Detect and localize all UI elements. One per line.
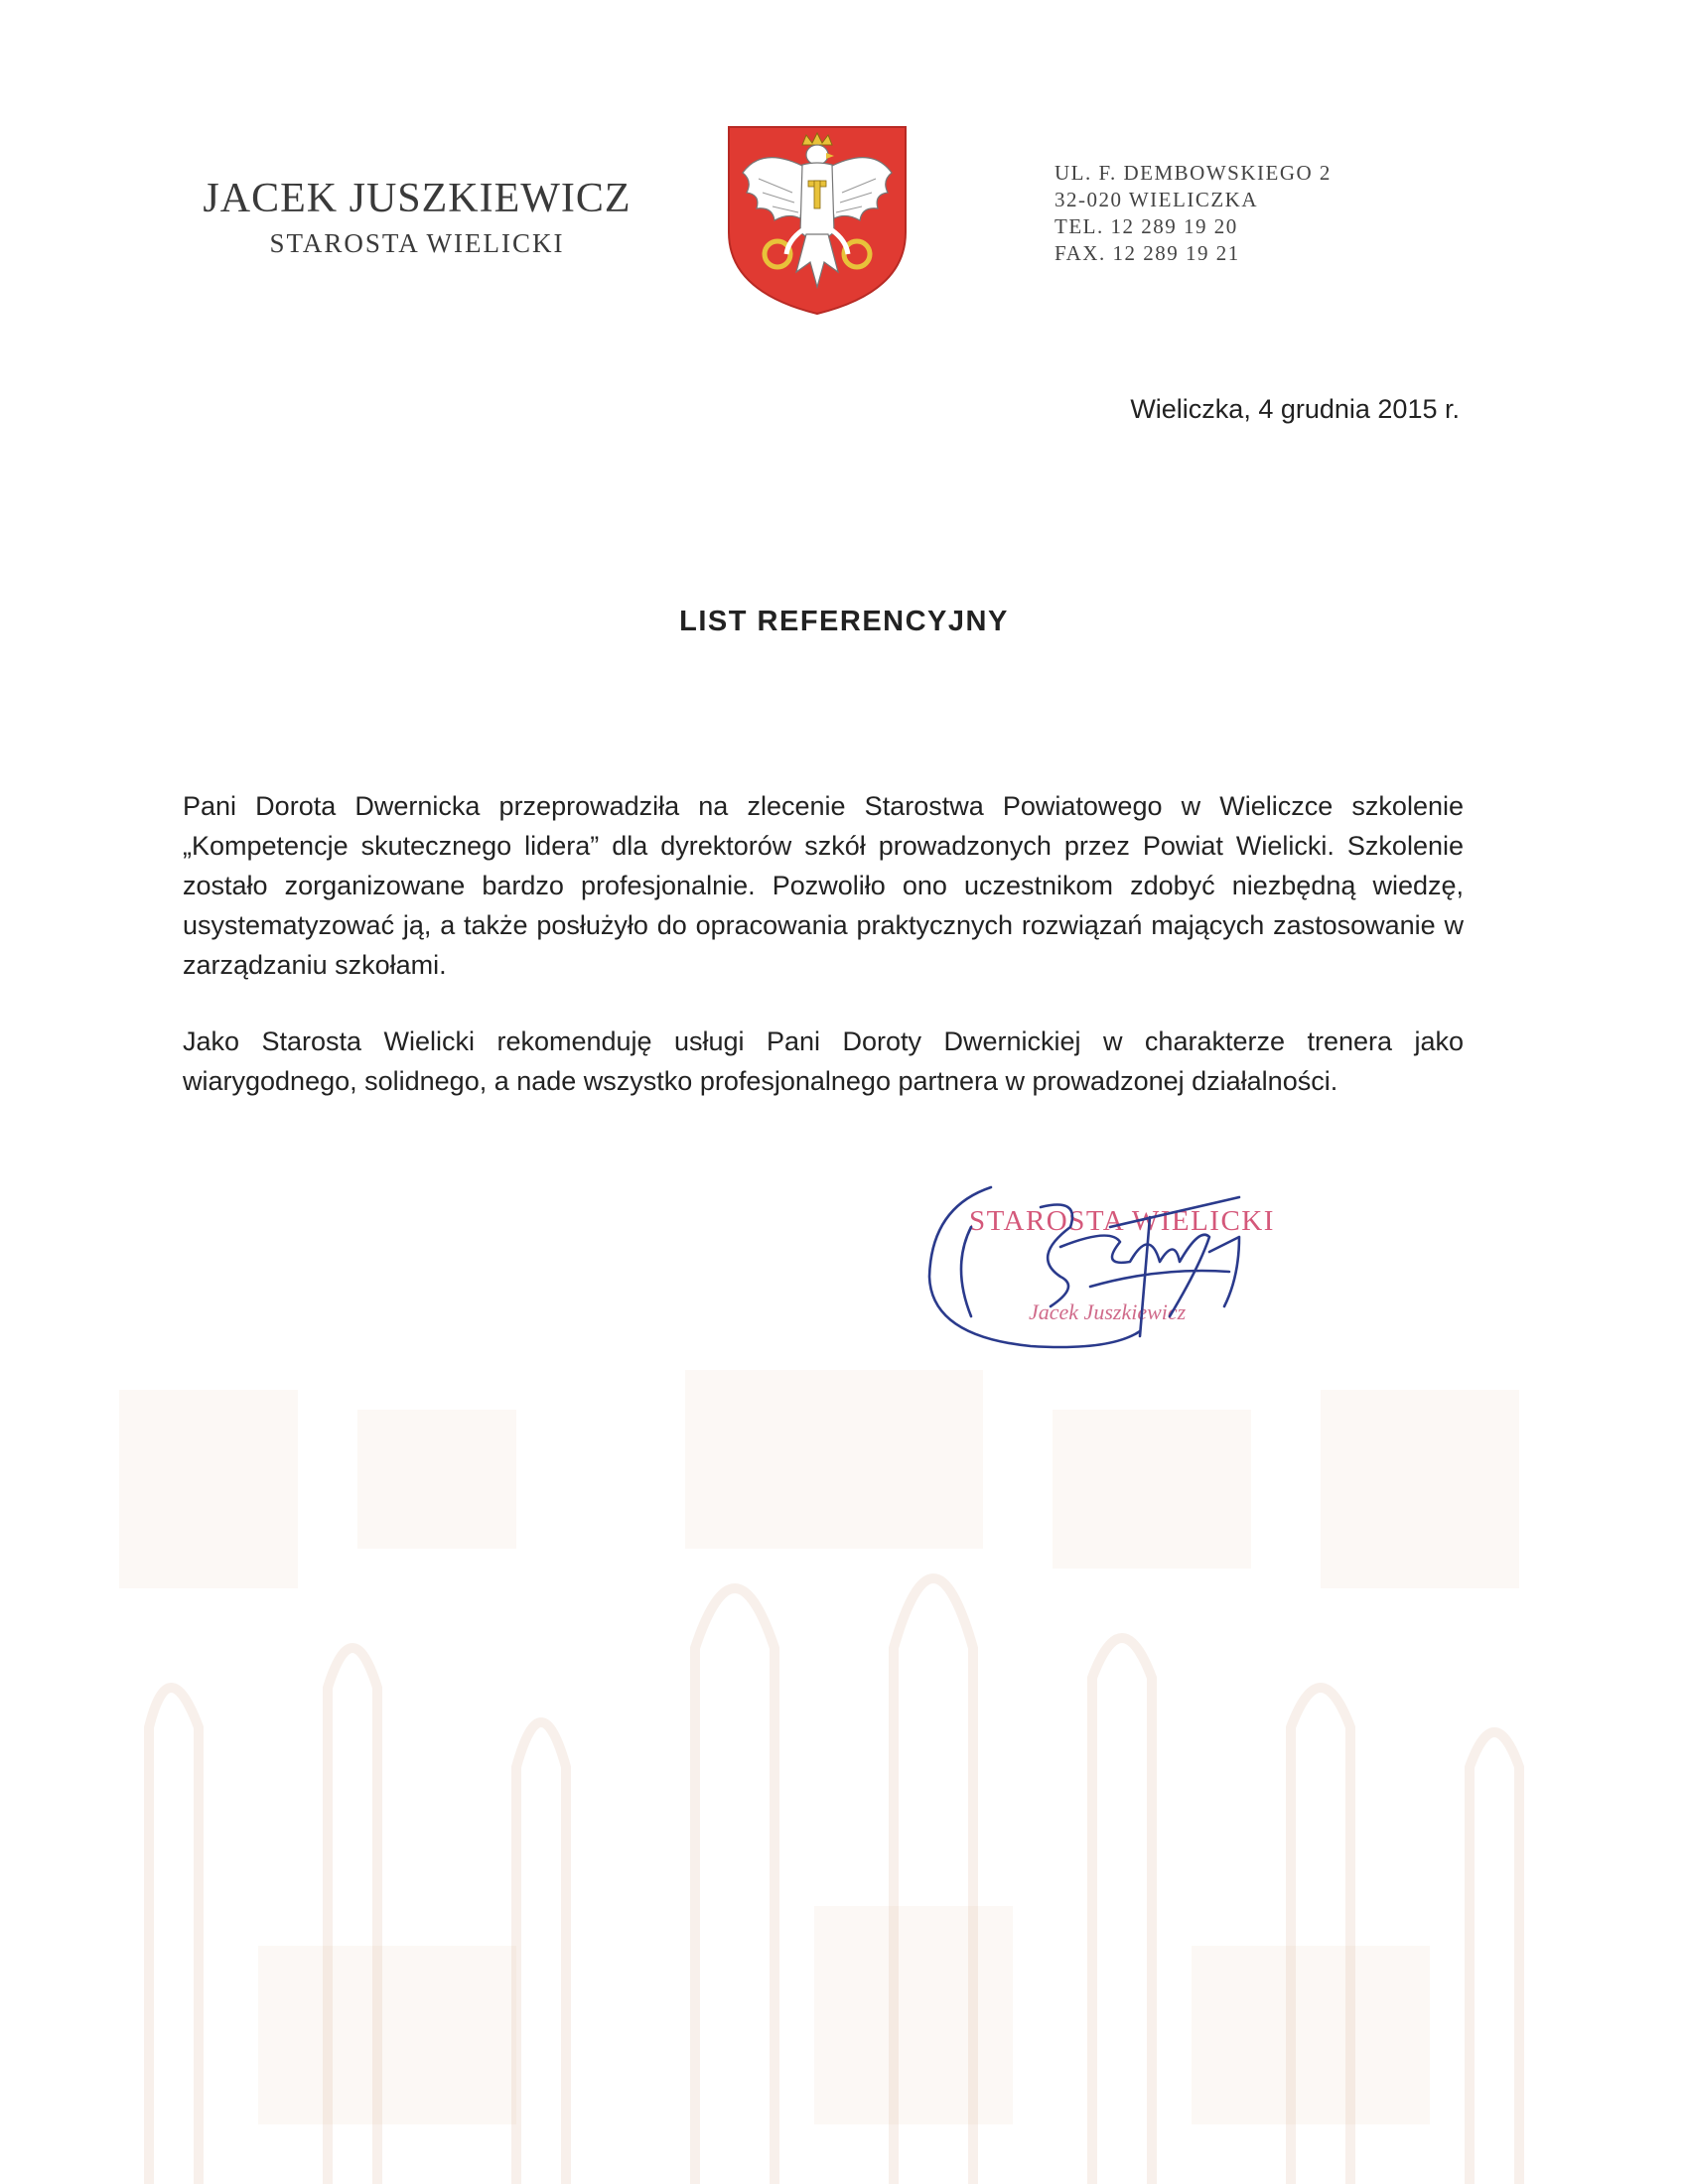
address-phone: TEL. 12 289 19 20 bbox=[1055, 214, 1238, 238]
building-watermark bbox=[0, 1350, 1688, 2184]
body-paragraph-1: Pani Dorota Dwernicka przeprowadziła na zlecenie Starostwa Powiatowego w Wieliczce szkolenie „Kompetencje skutecznego lidera” dla dyrektorów szkół prowadzonych przez Powiat Wielicki. Szkolenie zostało zorganizowane bardzo profesjonalnie. Pozwoliło ono uczestnikom zdobyć niezbędną wiedzę, usystematyzować ją, a także posłużyło do opracowania praktycznych rozwiązań mających zastosowanie w zarządzaniu szkołami. bbox=[183, 791, 1464, 980]
document-heading: LIST REFERENCYJNY bbox=[679, 606, 1009, 637]
letterhead-name-block bbox=[189, 175, 645, 260]
address-fax: FAX. 12 289 19 21 bbox=[1055, 241, 1240, 265]
body-paragraph-2: Jako Starosta Wielicki rekomenduję usługi Pani Doroty Dwernickiej w charakterze trenera jako wiarygodnego, solidnego, a nade wszystko profesjonalnego partnera w prowadzonej działalności. bbox=[183, 1026, 1464, 1096]
white-eagle-coat-of-arms-icon bbox=[723, 123, 912, 316]
official-stamp bbox=[912, 1167, 1348, 1356]
stamp-name: Jacek Juszkiewicz bbox=[1029, 1299, 1187, 1324]
address-street: UL. F. DEMBOWSKIEGO 2 bbox=[1055, 161, 1332, 185]
letterhead-name: JACEK JUSZKIEWICZ bbox=[203, 176, 632, 221]
letterhead-address bbox=[1055, 160, 1332, 267]
stamp-title: STAROSTA WIELICKI bbox=[969, 1205, 1275, 1237]
address-city: 32-020 WIELICZKA bbox=[1055, 188, 1258, 211]
letter-date: Wieliczka, 4 grudnia 2015 r. bbox=[1130, 394, 1460, 424]
letter-body bbox=[183, 786, 1464, 1138]
letterhead-title: STAROSTA WIELICKI bbox=[269, 228, 565, 258]
handwritten-signature-icon bbox=[912, 1167, 1348, 1356]
